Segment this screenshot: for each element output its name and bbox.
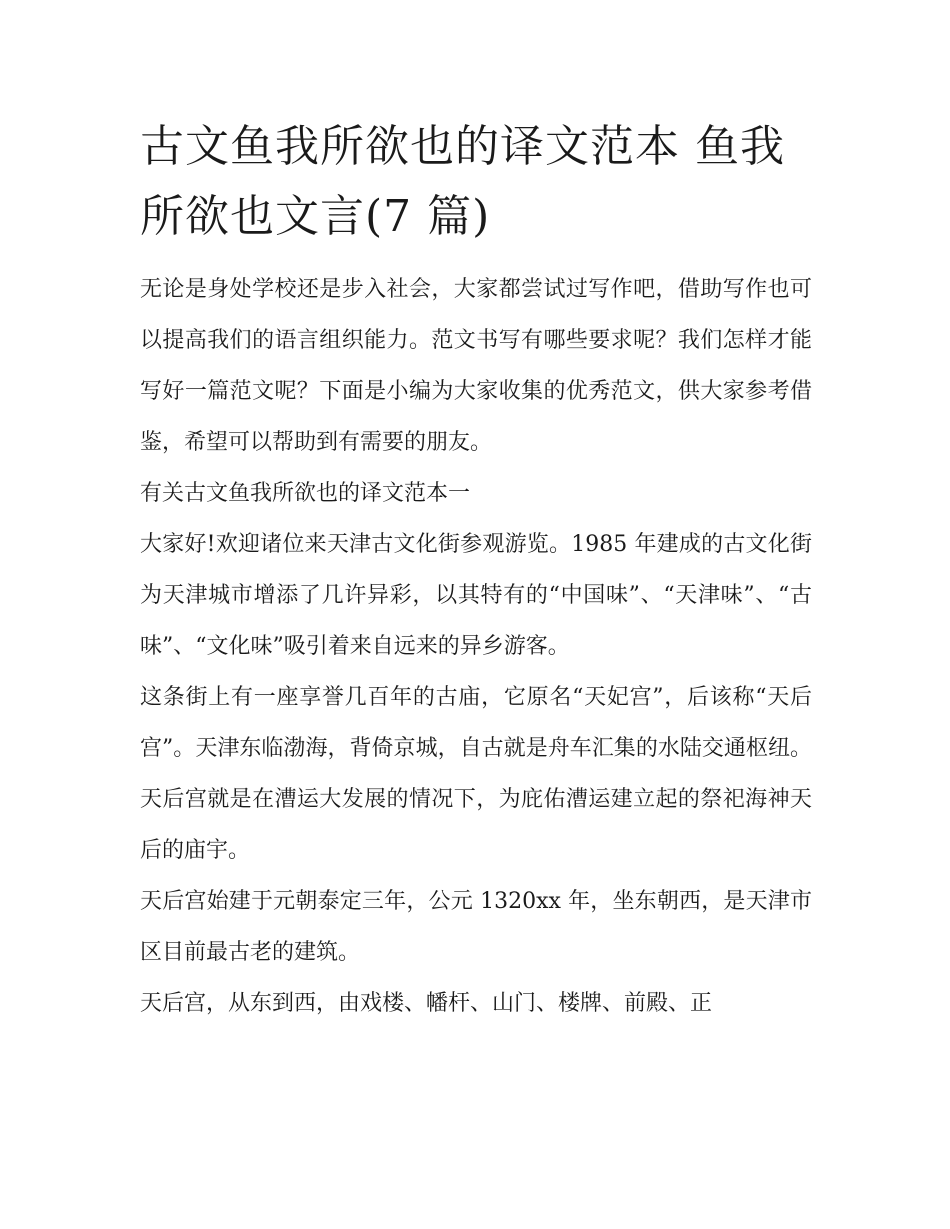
document-body [140,112,812,1029]
document-title: 古文鱼我所欲也的译文范本 鱼我所欲也文言(7 篇) [140,121,785,242]
body-paragraph-layout: 天后宫，从东到西，由戏楼、幡杆、山门、楼牌、前殿、正 [140,991,713,1016]
section-heading: 有关古文鱼我所欲也的译文范本一 [140,481,471,506]
intro-paragraph: 无论是身处学校还是步入社会，大家都尝试过写作吧，借助写作也可以提高我们的语言组织能力。范文书写有哪些要求呢？我们怎样才能写好一篇范文呢？下面是小编为大家收集的优秀范文，供大家参考借鉴，希望可以帮助到有需要的朋友。 [140,277,812,455]
body-paragraph-history: 天后宫始建于元朝泰定三年，公元 1320xx 年，坐东朝西，是天津市区目前最古老的建筑。 [140,889,812,965]
body-paragraph-welcome: 大家好!欢迎诸位来天津古文化街参观游览。1985 年建成的古文化街为天津城市增添了几许异彩，以其特有的“中国味”、“天津味”、“古味”、“文化味”吸引着来自远来的异乡游客。 [140,532,812,659]
body-paragraph-temple: 这条街上有一座享誉几百年的古庙，它原名“天妃宫”，后该称“天后宫”。天津东临渤海，背倚京城，自古就是舟车汇集的水陆交通枢纽。天后宫就是在漕运大发展的情况下，为庇佑漕运建立起的祭祀海神天后的庙宇。 [140,685,812,863]
